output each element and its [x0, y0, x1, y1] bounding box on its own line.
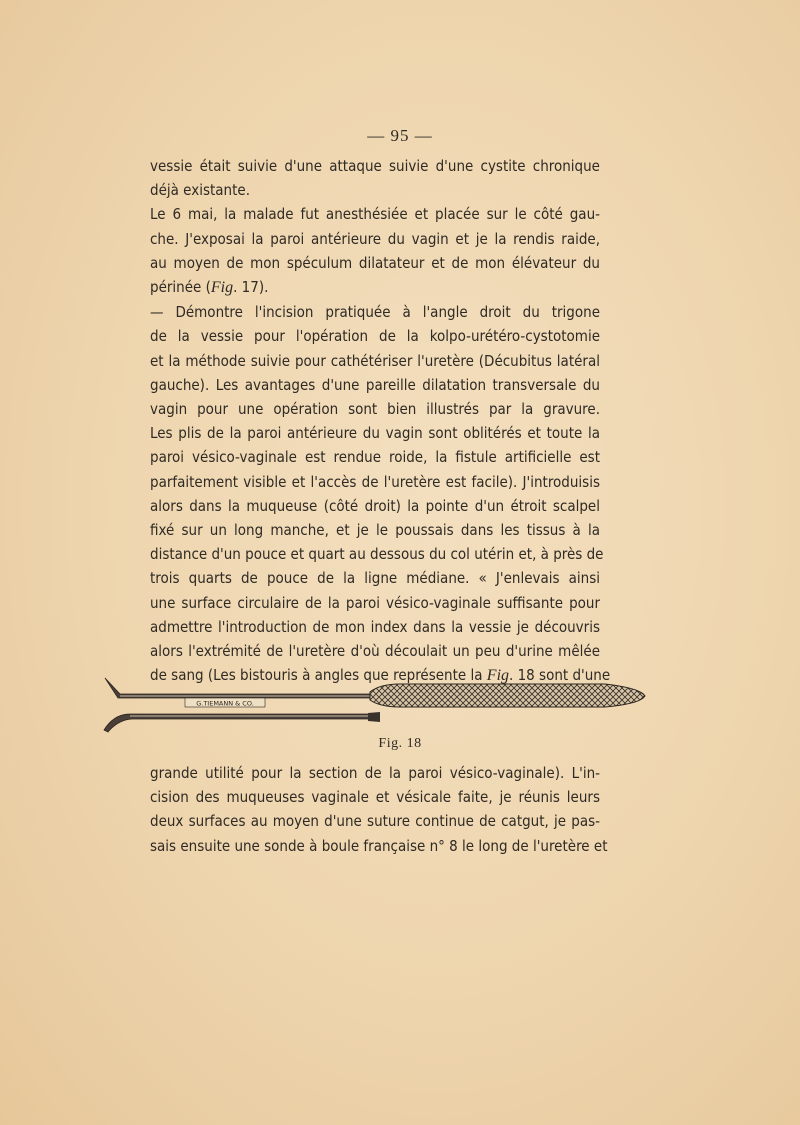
figure-scalpels	[100, 670, 660, 740]
text-line: cision des muqueuses vaginale et vésicale faite, je réunis leurs	[150, 788, 600, 807]
paragraph-bottom	[150, 761, 608, 858]
maker-mark: G.TIEMANN & CO.	[196, 699, 254, 708]
handle-lower	[368, 712, 380, 722]
text-line: paroi vésico-vaginale est rendue roide, la fistule artificielle est	[150, 448, 600, 467]
text-line: vagin pour une opération sont bien illustrés par la gravure.	[150, 400, 600, 419]
text-fragment: . 17).	[233, 278, 269, 297]
text-line: deux surfaces au moyen d'une suture continue de catgut, je pas-	[150, 812, 600, 831]
text-line: et la méthode suivie pour cathétériser l'uretère (Décubitus latéral	[150, 351, 600, 370]
text-line: déjà existante.	[150, 181, 250, 200]
text-fragment: de sang (Les bistouris à angles que représente la	[150, 666, 487, 685]
text-line: Les plis de la paroi antérieure du vagin sont oblitérés et toute la	[150, 424, 600, 443]
text-line: au moyen de mon spéculum dilatateur et de mon élévateur du	[150, 253, 600, 272]
text-line: distance d'un pouce et quart au dessous du col utérin et, à près de	[150, 545, 604, 564]
text-line: une surface circulaire de la paroi vésico-vaginale suffisante pour	[150, 593, 600, 612]
text-line: che. J'exposai la paroi antérieure du vagin et je la rendis raide,	[150, 229, 600, 248]
text-line: gauche). Les avantages d'une pareille dilatation transversale du	[150, 375, 600, 394]
figure-reference: Fig	[486, 667, 510, 685]
text-line: vessie était suivie d'une attaque suivie d'une cystite chronique	[150, 157, 600, 175]
text-line: de la vessie pour l'opération de la kolpo-urétéro-cystotomie	[150, 327, 600, 346]
knurled-handle-upper	[370, 684, 645, 707]
text-fragment: périnée (	[150, 278, 211, 297]
page-number: — 95 —	[367, 126, 433, 145]
scalpel-illustration	[100, 670, 660, 740]
figure-caption: Fig. 18	[378, 736, 422, 751]
text-line: trois quarts de pouce de la ligne médiane. « J'enlevais ainsi	[150, 569, 600, 588]
angled-blade-upper	[105, 678, 370, 698]
text-line	[150, 275, 600, 300]
text-line: Le 6 mai, la malade fut anesthésiée et placée sur le côté gau-	[150, 205, 600, 224]
text-line: alors l'extrémité de l'uretère d'où découlait un peu d'urine mêlée	[150, 642, 600, 661]
text-line: grande utilité pour la section de la paroi vésico-vaginale). L'in-	[150, 764, 600, 782]
text-line: admettre l'introduction de mon index dans la vessie je découvris	[150, 617, 600, 636]
text-line: sais ensuite une sonde à boule française n° 8 le long de l'uretère et	[150, 836, 608, 855]
text-fragment: . 18 sont d'une	[509, 666, 611, 685]
text-line: parfaitement visible et l'accès de l'uretère est facile). J'introduisis	[150, 472, 600, 491]
figure-reference: Fig	[210, 279, 234, 297]
paragraph-top	[150, 154, 611, 688]
text-line: — Démontre l'incision pratiquée à l'angle droit du trigone	[150, 303, 600, 322]
text-line: fixé sur un long manche, et je le poussais dans les tissus à la	[150, 521, 600, 540]
angled-blade-lower	[104, 714, 370, 732]
text-line: alors dans la muqueuse (côté droit) la pointe d'un étroit scalpel	[150, 496, 600, 515]
